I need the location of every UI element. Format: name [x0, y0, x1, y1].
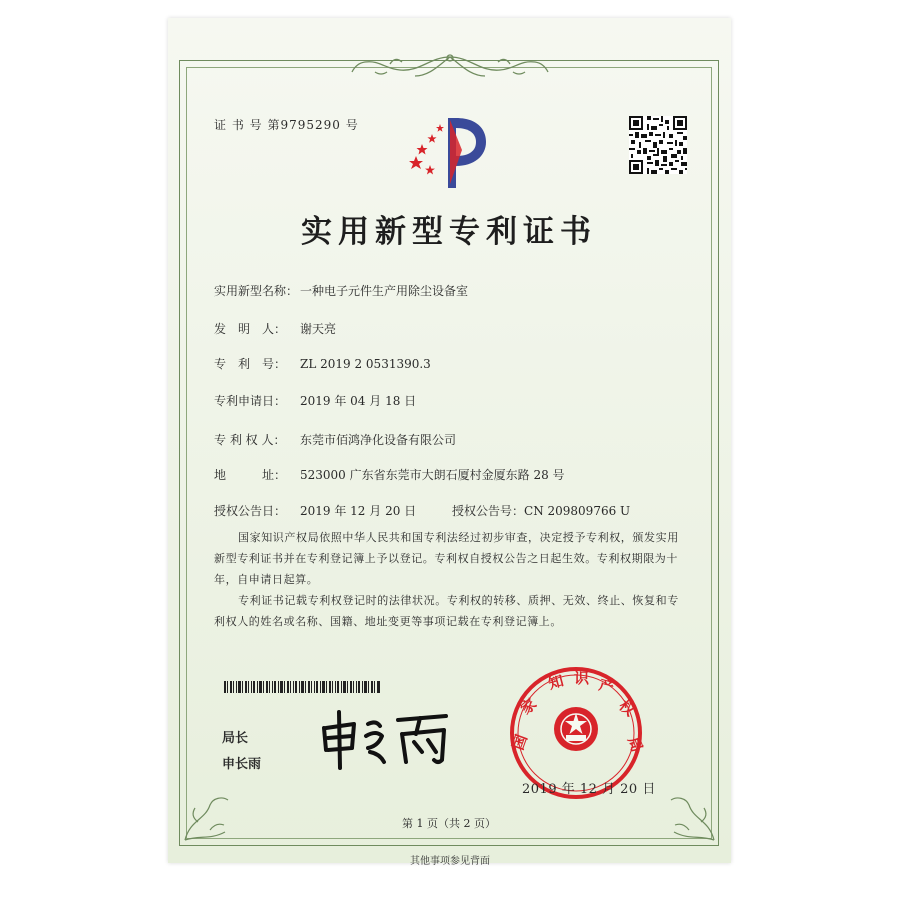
- barcode-icon: [224, 681, 380, 693]
- director-name: 申长雨: [222, 757, 262, 772]
- svg-text:产: 产: [596, 675, 617, 697]
- field-value: CN 209809766 U: [524, 504, 631, 518]
- top-ornament: [350, 52, 550, 82]
- field-label: 专利申请日：: [214, 394, 287, 408]
- field-label: 实用新型名称：: [214, 284, 299, 298]
- svg-text:家: 家: [517, 694, 541, 719]
- svg-text:局: 局: [624, 734, 646, 755]
- field-announcement-number: [452, 502, 630, 519]
- footer-note: 其他事项参见背面: [410, 856, 490, 867]
- field-value: 2019 年 12 月 20 日: [300, 504, 417, 518]
- seal-date: 2019 年 12 月 20 日: [522, 782, 656, 797]
- field-value: 东莞市佰鸿净化设备有限公司: [300, 433, 457, 447]
- director-signature: [318, 706, 458, 772]
- director-title: 局长: [222, 731, 249, 746]
- field-value: 一种电子元件生产用除尘设备室: [300, 284, 469, 298]
- field-value: 谢天亮: [300, 322, 337, 336]
- field-announcement-date: [214, 502, 416, 519]
- field-inventor: [214, 320, 336, 337]
- field-application-date: [214, 392, 416, 409]
- svg-text:国: 国: [508, 732, 531, 753]
- svg-text:知: 知: [546, 671, 566, 693]
- field-value: ZL 2019 2 0531390.3: [300, 357, 431, 371]
- svg-text:权: 权: [615, 696, 639, 720]
- qr-code-icon: [629, 116, 687, 174]
- legal-status-paragraph: 专利证书记载专利权登记时的法律状况。专利权的转移、质押、无效、终止、恢复和专利权人的姓名或名称、国籍、地址变更等事项记载在专利登记簿上。: [214, 594, 679, 628]
- field-patent-number: [214, 355, 431, 372]
- svg-text:识: 识: [574, 669, 590, 687]
- field-label: 授权公告日：: [214, 504, 287, 518]
- field-utility-model-name: [214, 282, 468, 299]
- grant-statement-paragraph: 国家知识产权局依照中华人民共和国专利法经过初步审查，决定授予专利权，颁发实用新型专利证书并在专利登记簿上予以登记。专利权自授权公告之日起生效。专利权期限为十年，自申请日起算。: [214, 531, 679, 586]
- field-value: 2019 年 04 月 18 日: [300, 394, 417, 408]
- field-label: 发 明 人：: [214, 322, 287, 336]
- certificate-title: 实用新型专利证书: [301, 214, 597, 250]
- field-value: 523000 广东省东莞市大朗石厦村金厦东路 28 号: [300, 468, 565, 482]
- page-number: 第 1 页（共 2 页）: [402, 817, 496, 830]
- field-label: 专 利 权 人：: [214, 433, 286, 447]
- patent-office-logo-icon: [398, 110, 494, 192]
- certificate-number: 证 书 号 第9795290 号: [214, 118, 359, 132]
- field-patentee: [214, 431, 456, 448]
- field-label: 专 利 号：: [214, 357, 287, 371]
- field-address: [214, 466, 565, 483]
- field-label: 地 址：: [214, 468, 287, 482]
- field-label: 授权公告号：: [452, 504, 525, 518]
